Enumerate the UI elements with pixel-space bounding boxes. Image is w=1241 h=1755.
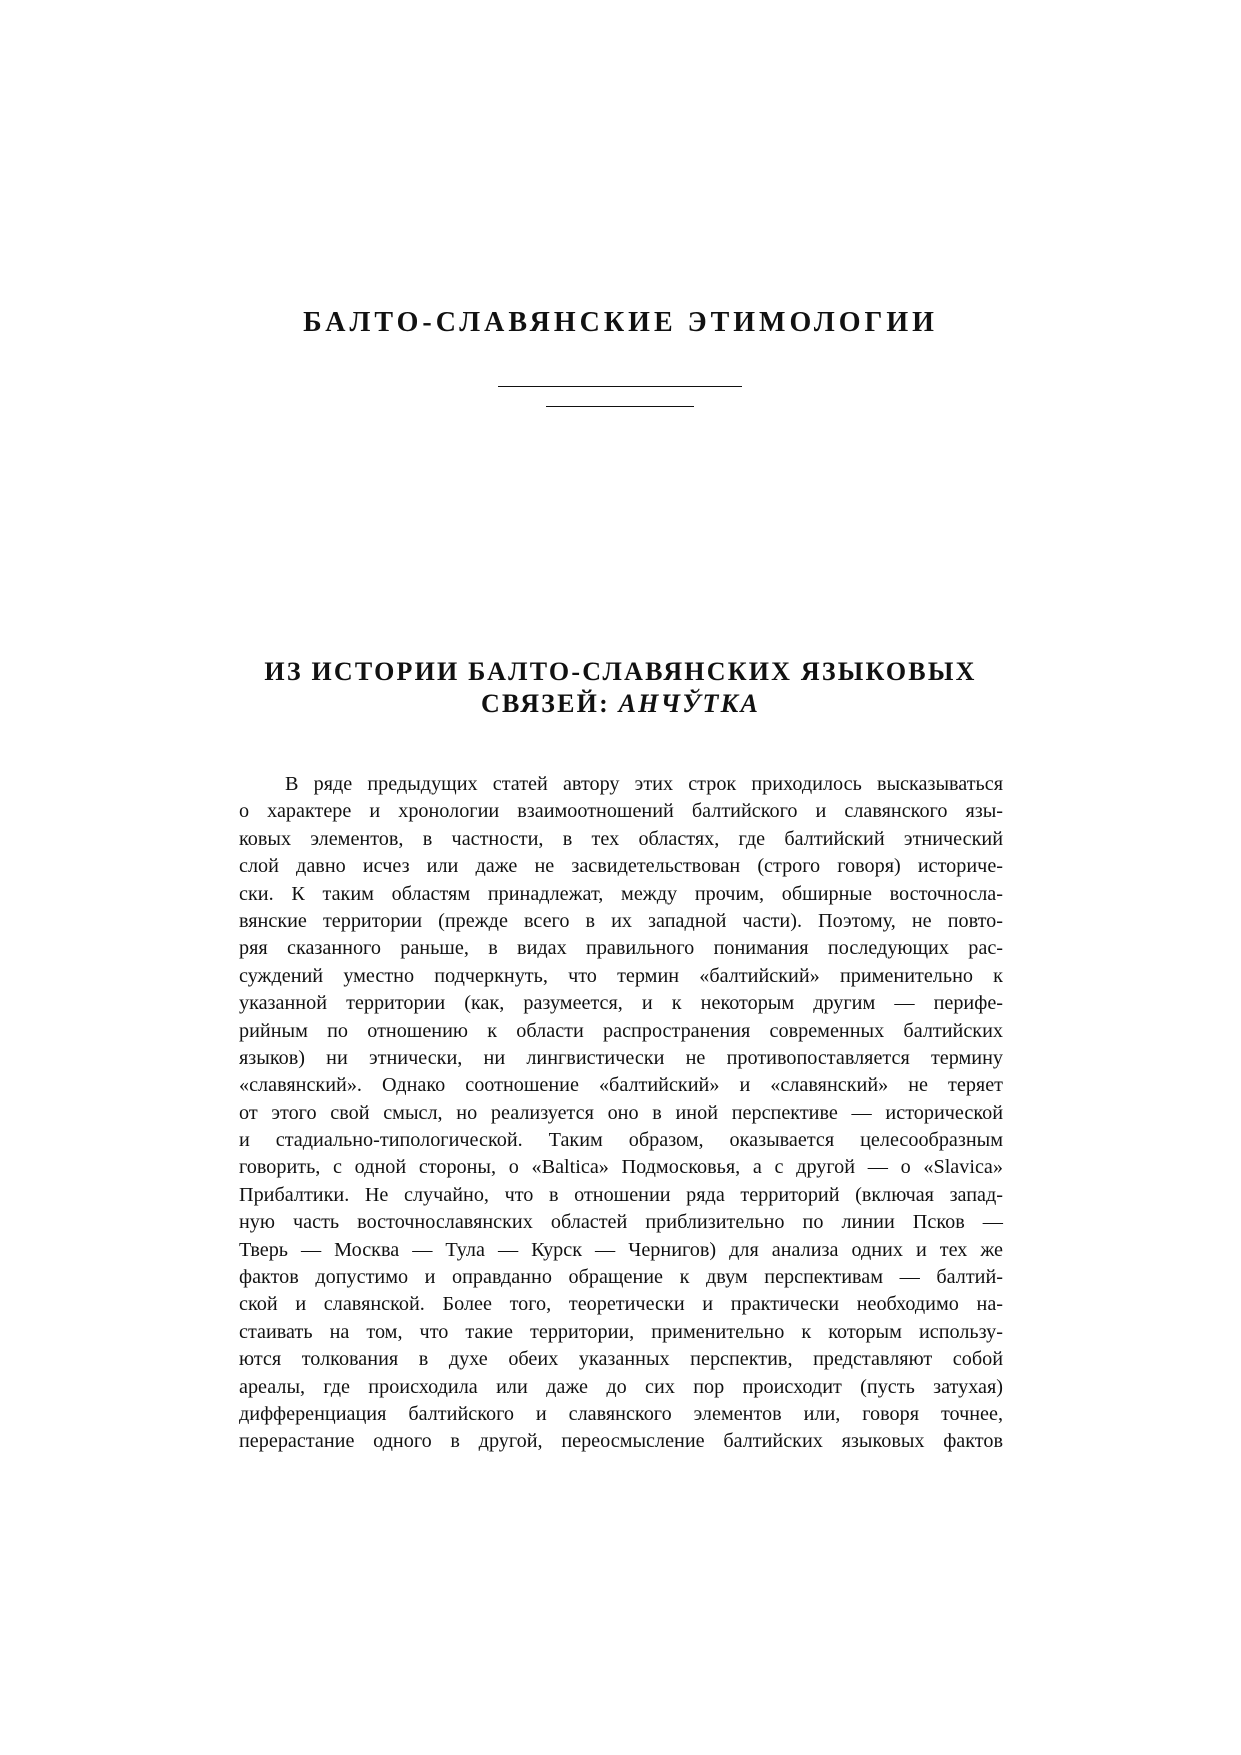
paragraph-line: перерастание одного в другой, переосмысление балтийских языковых фактов: [239, 1430, 1003, 1453]
paragraph-line: рийным по отношению к области распространения современных балтийских: [239, 1019, 1003, 1042]
paragraph-line: ской и славянской. Более того, теоретически и практически необходимо на-: [239, 1293, 1003, 1316]
paragraph-line: вянские территории (прежде всего в их западной части). Поэтому, не повто-: [239, 909, 1003, 932]
article-title-line-2: [0, 688, 1241, 720]
paragraph-line: от этого свой смысл, но реализуется оно в иной перспективе — исторической: [239, 1101, 1003, 1124]
paragraph-line: указанной территории (как, разумеется, и к некоторым другим — перифе-: [239, 992, 1003, 1015]
article-title: [0, 656, 1241, 720]
paragraph-line: ковых элементов, в частности, в тех областях, где балтийский этнический: [239, 827, 1003, 850]
part-title: БАЛТО-СЛАВЯНСКИЕ ЭТИМОЛОГИИ: [303, 307, 938, 338]
paragraph-line: В ряде предыдущих статей автору этих строк приходилось высказываться: [285, 773, 1003, 795]
paragraph-line: о характере и хронологии взаимоотношений балтийского и славянского язы-: [239, 800, 1003, 823]
paragraph-line: стаивать на том, что такие территории, применительно к которым использу-: [239, 1320, 1003, 1343]
paragraph-line: суждений уместно подчеркнуть, что термин «балтийский» применительно к: [239, 964, 1003, 987]
article-title-line-1: ИЗ ИСТОРИИ БАЛТО-СЛАВЯНСКИХ ЯЗЫКОВЫХ: [264, 657, 977, 686]
paragraph-line: и стадиально-типологической. Таким образом, оказывается целесообразным: [239, 1129, 1003, 1152]
paragraph-line: слой давно исчез или даже не засвидетельствован (строго говоря) историче-: [239, 855, 1003, 878]
paragraph-line: ареалы, где происходила или даже до сих пор происходит (пусть затухая): [239, 1375, 1003, 1398]
paragraph-line: ряя сказанного раньше, в видах правильного понимания последующих рас-: [239, 937, 1003, 960]
paragraph-line: «славянский». Однако соотношение «балтийский» и «славянский» не теряет: [239, 1074, 1003, 1097]
paragraph-line: ную часть восточнославянских областей приблизительно по линии Псков —: [239, 1211, 1003, 1234]
paragraph-line: говорить, с одной стороны, о «Baltica» Подмосковья, а с другой — о «Slavica»: [239, 1156, 1003, 1179]
article-body-paragraph: [239, 771, 1003, 1456]
paragraph-line: языков) ни этнически, ни лингвистически не противопоставляется термину: [239, 1046, 1003, 1069]
paragraph-line: ются толкования в духе обеих указанных перспектив, представляют собой: [239, 1348, 1003, 1371]
paragraph-line: ски. К таким областям принадлежат, между прочим, обширные восточносла-: [239, 882, 1003, 905]
paragraph-line: Тверь — Москва — Тула — Курск — Чернигов) для анализа одних и тех же: [239, 1238, 1003, 1261]
article-title-prefix: СВЯЗЕЙ:: [480, 689, 619, 718]
paragraph-line: фактов допустимо и оправданно обращение к двум перспективам — балтий-: [239, 1266, 1003, 1289]
paragraph-line: Прибалтики. Не случайно, что в отношении ряда территорий (включая запад-: [239, 1183, 1003, 1206]
article-title-italic-word: АНЧЎТКА: [618, 689, 761, 718]
paragraph-line: дифференциация балтийского и славянского элементов или, говоря точнее,: [239, 1402, 1003, 1425]
decorative-rule-long: [498, 386, 742, 387]
decorative-rule-short: [546, 406, 694, 407]
